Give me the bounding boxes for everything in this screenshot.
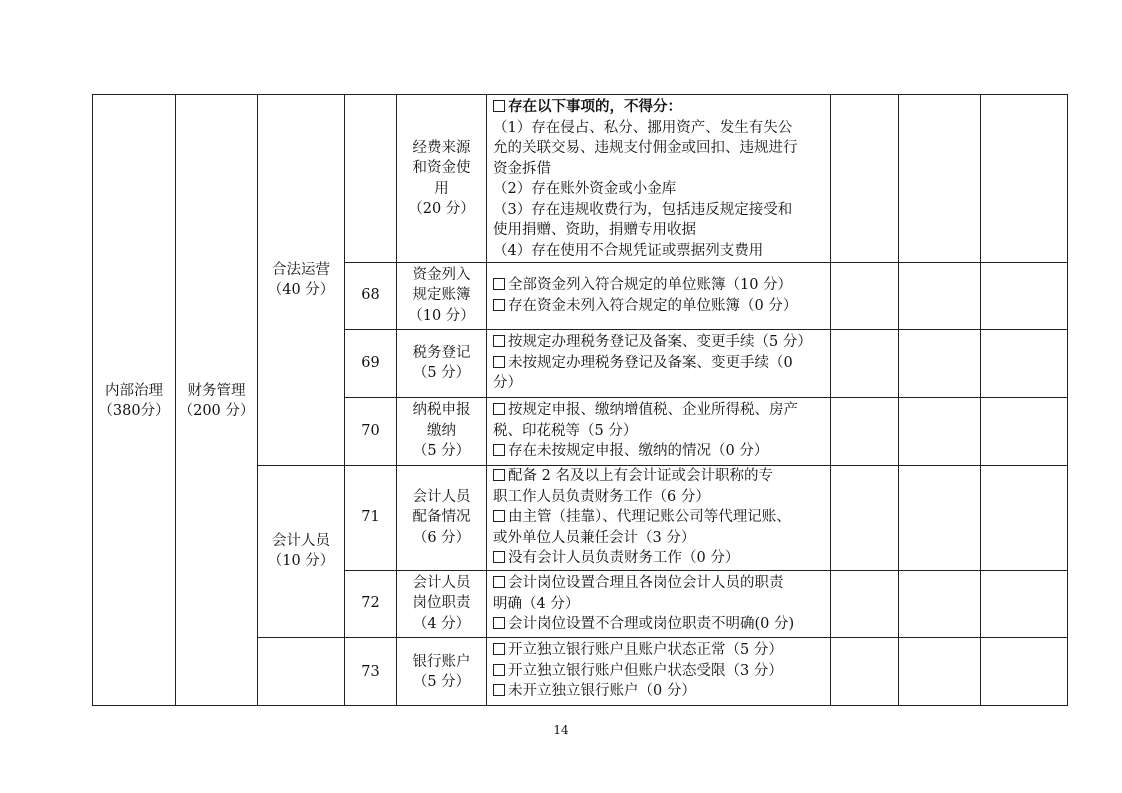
- item-cell: [397, 95, 486, 262]
- criteria-line: 分）: [493, 375, 522, 391]
- column-divider: [486, 95, 487, 705]
- row-number-text: 68: [361, 287, 380, 304]
- group-name: 会计人员: [272, 532, 330, 549]
- criteria-line: 按规定办理税务登记及备案、变更手续（5 分）: [508, 334, 812, 350]
- criteria-line: 未按规定办理税务登记及备案、变更手续（0: [508, 354, 793, 371]
- checkbox-icon: [493, 278, 505, 290]
- group-name: 合法运营: [272, 261, 330, 278]
- criteria-line: 全部资金列入符合规定的单位账簿（10 分）: [508, 277, 793, 293]
- criteria-line: 职工作人员负责财务工作（6 分）: [493, 488, 710, 505]
- item-text: 税务登记: [412, 344, 471, 361]
- criteria-cell: [493, 275, 797, 316]
- item-cell: [397, 637, 486, 707]
- checkbox-icon: [493, 617, 505, 629]
- item-cell: [397, 329, 486, 397]
- item-score: （10 分）: [408, 307, 475, 324]
- criteria-line: 存在资金未列入符合规定的单位账簿（0 分）: [508, 297, 798, 314]
- item-text: 配备情况: [412, 509, 471, 526]
- item-text: 缴纳: [427, 422, 456, 439]
- checkbox-icon: [493, 643, 505, 655]
- item-text: 用: [434, 180, 449, 197]
- criteria-line: 没有会计人员负责财务工作（0 分）: [508, 550, 740, 566]
- criteria-line: 税、印花税等（5 分）: [493, 422, 638, 439]
- group-cell-legal-operation: [258, 95, 344, 465]
- item-score: （5 分）: [412, 674, 471, 690]
- page-number: 14: [553, 723, 569, 737]
- subcategory-score: （200 分）: [178, 403, 255, 419]
- criteria-line: 按规定申报、缴纳增值税、企业所得税、房产: [508, 402, 798, 418]
- checkbox-icon: [493, 684, 505, 696]
- item-cell: [397, 570, 486, 637]
- criteria-line: 会计岗位设置不合理或岗位职责不明确(0 分): [508, 616, 795, 632]
- row-number-text: 70: [361, 422, 380, 439]
- criteria-line: 资金拆借: [493, 160, 551, 177]
- group-cell-accounting-staff: [258, 465, 344, 637]
- row-number-text: 73: [361, 663, 380, 680]
- row-number: [345, 262, 396, 329]
- item-text: 和资金使: [412, 160, 471, 176]
- item-score: （5 分）: [412, 365, 471, 381]
- item-text: 规定账簿: [412, 287, 471, 304]
- checkbox-icon: [493, 100, 505, 112]
- criteria-line: 开立独立银行账户但账户状态受限（3 分）: [508, 662, 783, 679]
- criteria-line: 开立独立银行账户且账户状态正常（5 分）: [508, 642, 783, 658]
- criteria-line: 由主管（挂靠）、代理记账公司等代理记账、: [508, 509, 791, 525]
- criteria-heading-text: 存在以下事项的，不得分：: [508, 98, 682, 115]
- row-number: [345, 329, 396, 397]
- row-number-text: 71: [361, 509, 380, 526]
- criteria-line: （1）存在侵占、私分、挪用资产、发生有失公: [493, 119, 793, 136]
- item-text: 经费来源: [412, 139, 471, 156]
- item-text: 银行账户: [412, 653, 471, 670]
- row-number: [345, 637, 396, 707]
- criteria-line: 配备 2 名及以上有会计证或会计职称的专: [508, 468, 773, 484]
- column-divider: [980, 95, 981, 705]
- item-text: 会计人员: [412, 488, 471, 505]
- criteria-line: （3）存在违规收费行为，包括违反规定接受和: [493, 201, 793, 218]
- subcategory-name: 财务管理: [187, 382, 246, 399]
- category-score: （380分）: [98, 403, 170, 419]
- item-cell: [397, 262, 486, 329]
- group-score: （40 分）: [267, 282, 335, 298]
- criteria-heading: [493, 97, 798, 118]
- subcategory-cell: [176, 95, 257, 707]
- column-divider: [898, 95, 899, 705]
- row-number: [345, 465, 396, 570]
- row-number-text: 72: [361, 595, 380, 612]
- checkbox-icon: [493, 403, 505, 415]
- item-score: （4 分）: [412, 615, 471, 632]
- evaluation-table: [92, 94, 1068, 706]
- item-cell: [397, 465, 486, 570]
- checkbox-icon: [493, 576, 505, 588]
- item-score: （20 分）: [408, 201, 475, 217]
- criteria-cell: [493, 640, 783, 702]
- criteria-line: （2）存在账外资金或小金库: [493, 181, 677, 197]
- criteria-line: 未开立独立银行账户（0 分）: [508, 683, 696, 699]
- item-text: 会计人员: [412, 574, 471, 591]
- item-text: 资金列入: [412, 266, 471, 283]
- item-score: （6 分）: [412, 529, 471, 546]
- checkbox-icon: [493, 469, 505, 481]
- criteria-line: 会计岗位设置合理且各岗位会计人员的职责: [508, 575, 784, 591]
- item-cell: [397, 397, 486, 465]
- group-score: （10 分）: [267, 553, 335, 569]
- criteria-line: 存在未按规定申报、缴纳的情况（0 分）: [508, 443, 769, 459]
- row-number-text: 69: [361, 354, 380, 371]
- criteria-line: 明确（4 分）: [493, 595, 580, 612]
- item-score: （5 分）: [412, 443, 471, 460]
- criteria-line: 使用捐赠、资助，捐赠专用收据: [493, 222, 696, 238]
- criteria-line: 允的关联交易、违规支付佣金或回扣、违规进行: [493, 140, 798, 156]
- item-text: 纳税申报: [412, 402, 471, 419]
- checkbox-icon: [493, 335, 505, 347]
- criteria-cell: [493, 400, 798, 462]
- criteria-cell: [493, 466, 791, 569]
- checkbox-icon: [493, 356, 505, 368]
- category-name: 内部治理: [105, 382, 163, 399]
- criteria-cell: [493, 573, 794, 635]
- checkbox-icon: [493, 299, 505, 311]
- checkbox-icon: [493, 510, 505, 522]
- checkbox-icon: [493, 444, 505, 456]
- checkbox-icon: [493, 551, 505, 563]
- criteria-cell: [493, 97, 798, 261]
- row-number: [345, 570, 396, 637]
- criteria-cell: [493, 332, 812, 394]
- category-cell: [93, 95, 175, 707]
- row-number: [345, 397, 396, 465]
- criteria-line: （4）存在使用不合规凭证或票据列支费用: [493, 242, 764, 259]
- column-divider: [830, 95, 831, 705]
- checkbox-icon: [493, 664, 505, 676]
- criteria-line: 或外单位人员兼任会计（3 分）: [493, 529, 696, 546]
- item-text: 岗位职责: [412, 595, 471, 612]
